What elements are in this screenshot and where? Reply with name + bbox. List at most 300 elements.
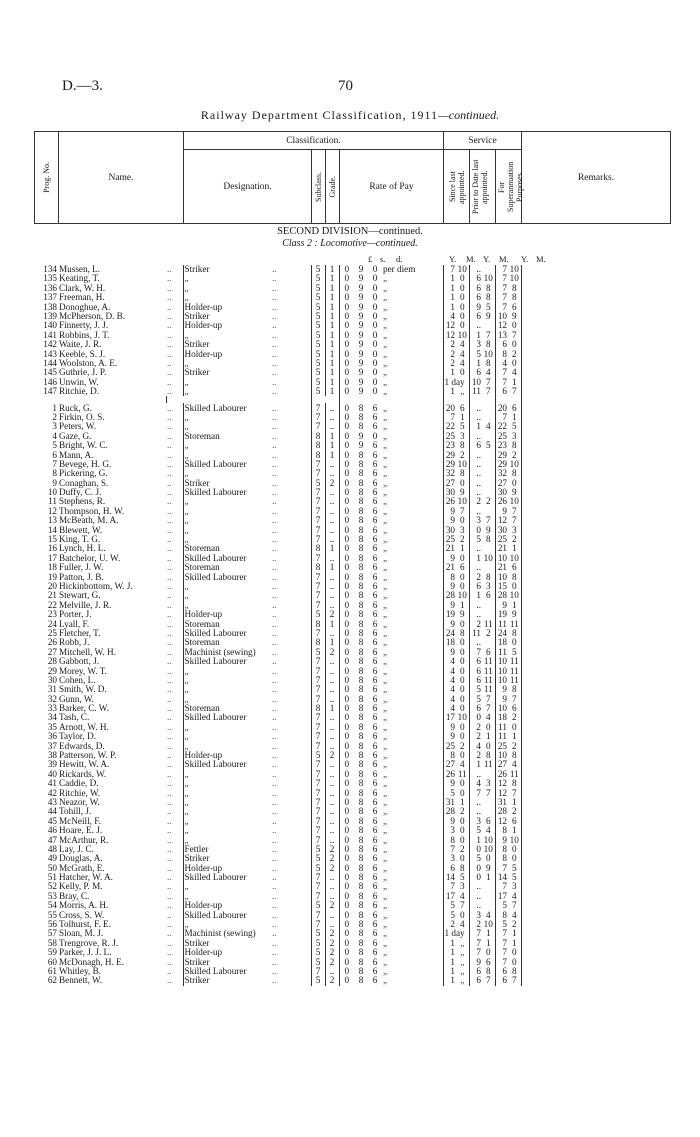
- pay-period: „: [383, 627, 388, 638]
- since-months: 2: [459, 449, 465, 460]
- designation: Holder-up: [183, 303, 271, 312]
- prior-years: ..: [469, 413, 482, 422]
- subclass: 5: [311, 948, 325, 957]
- pay-period: „: [383, 580, 388, 591]
- subclass: 5: [311, 303, 325, 312]
- employee-name: Hewitt, W. A.: [59, 759, 110, 770]
- prior-years: 3: [469, 340, 482, 349]
- pay-pounds: 0: [339, 312, 354, 321]
- prog-no: 58: [47, 937, 57, 948]
- subclass: 5: [311, 751, 325, 760]
- subclass: 5: [311, 976, 325, 985]
- leader-dots: ..: [272, 273, 277, 284]
- table-row: [34, 526, 670, 535]
- leader-dots: ..: [167, 543, 172, 554]
- prior-header: Prior to Date last appointed.: [470, 150, 496, 224]
- leader-dots: ..: [272, 292, 277, 303]
- since-years: 7: [443, 265, 456, 274]
- pay-period: „: [383, 301, 388, 312]
- leader-dots: ..: [272, 505, 277, 516]
- pay-shillings: 8: [358, 637, 364, 648]
- pay-pence: 6: [372, 862, 378, 873]
- leader-dots: ..: [272, 703, 277, 714]
- pay-period: „: [383, 411, 388, 422]
- leader-dots: ..: [167, 487, 172, 498]
- designation: „: [183, 601, 271, 610]
- pay-pence: 6: [372, 966, 378, 976]
- super-months: 2: [511, 712, 517, 723]
- pay-shillings: 8: [358, 806, 364, 817]
- pay-period: „: [383, 590, 388, 601]
- designation: Storeman: [183, 638, 271, 647]
- since-years: 21: [443, 544, 456, 553]
- since-years: 1: [443, 948, 456, 957]
- prog-no: 46: [47, 825, 57, 836]
- leader-dots: ..: [167, 590, 172, 601]
- leader-dots: ..: [272, 721, 277, 732]
- super-months: 1: [511, 543, 517, 554]
- remarks: [521, 422, 670, 431]
- super-years: 10: [495, 573, 508, 582]
- grade: ..: [325, 779, 339, 788]
- grade: 2: [325, 751, 339, 760]
- employee-name: Ritchie, W.: [59, 787, 101, 798]
- employee-name: Taylor, D.: [59, 731, 97, 742]
- pay-shillings: 8: [358, 853, 364, 864]
- subclass: 7: [311, 666, 325, 675]
- since-months: 0: [459, 646, 465, 657]
- prog-no: 21: [47, 590, 57, 601]
- remarks: [521, 873, 670, 882]
- pay-period: „: [383, 684, 388, 695]
- remarks: [521, 704, 670, 713]
- leader-dots: ..: [167, 599, 172, 610]
- super-months: 6: [511, 402, 517, 413]
- super-months: 10: [509, 264, 519, 275]
- since-years: 4: [443, 312, 456, 321]
- leader-dots: ..: [167, 787, 172, 798]
- prior-years: 2: [469, 497, 482, 506]
- since-months: 1: [459, 543, 465, 554]
- employee-name: Hoare, E. J.: [59, 825, 103, 836]
- leader-dots: ..: [272, 975, 277, 986]
- pay-pence: 6: [372, 684, 378, 695]
- leader-dots: ..: [167, 301, 172, 312]
- subclass: 8: [311, 563, 325, 572]
- designation: Storeman: [183, 619, 271, 628]
- prior-months: [482, 892, 495, 901]
- remarks: [521, 554, 670, 563]
- prog-no: 5: [52, 440, 57, 451]
- since-years: 8: [443, 835, 456, 844]
- pay-pounds: 0: [339, 479, 354, 488]
- since-years: 2: [443, 340, 456, 349]
- subclass: 7: [311, 573, 325, 582]
- leader-dots: ..: [272, 609, 277, 620]
- since-months: 8: [459, 440, 465, 451]
- pay-pounds: 0: [339, 835, 354, 844]
- prog-no: 13: [47, 515, 57, 526]
- remarks: [521, 911, 670, 920]
- since-years: 12: [443, 331, 456, 340]
- prog-no: 9: [52, 477, 57, 488]
- employee-name: Hickinbottom, W. J.: [59, 580, 133, 591]
- pay-period: „: [383, 796, 388, 807]
- grade: 1: [325, 303, 339, 312]
- prog-no: 144: [43, 358, 57, 368]
- prior-months: 0: [485, 740, 491, 751]
- designation: Fettler: [183, 845, 271, 854]
- subclass: 5: [311, 321, 325, 330]
- prog-no: 27: [47, 646, 57, 657]
- leader-dots: ..: [272, 712, 277, 723]
- prior-years: 2: [469, 732, 482, 741]
- table-row: [34, 582, 670, 591]
- grade: ..: [325, 798, 339, 807]
- unit-m1: M.: [466, 254, 476, 264]
- since-months: 0: [459, 674, 465, 685]
- prior-years: ..: [469, 321, 482, 330]
- prog-no: 20: [47, 580, 57, 591]
- table-row: [34, 676, 670, 685]
- title-main: Railway Department Classification, 1911: [200, 108, 439, 122]
- table-row: [34, 554, 670, 563]
- employee-name: Caddie, D.: [59, 778, 99, 789]
- subclass: 7: [311, 817, 325, 826]
- leader-dots: ..: [272, 562, 277, 573]
- prior-years: 3: [469, 817, 482, 826]
- prior-months: 0: [485, 721, 491, 732]
- prog-no: 57: [47, 928, 57, 939]
- pay-pounds: 0: [339, 713, 354, 722]
- pay-pounds: 0: [339, 695, 354, 704]
- pay-pounds: 0: [339, 901, 354, 910]
- subclass: 5: [311, 350, 325, 359]
- leader-dots: ..: [272, 956, 277, 967]
- prior-months: 10: [483, 552, 493, 563]
- pay-shillings: 8: [358, 862, 364, 873]
- pay-pence: 6: [372, 515, 378, 526]
- table-row: [34, 695, 670, 704]
- employee-name: Unwin, W.: [59, 376, 99, 387]
- pay-period: „: [383, 834, 388, 845]
- super-years: 13: [495, 331, 508, 340]
- since-months: 2: [459, 806, 465, 817]
- pay-shillings: 8: [358, 411, 364, 422]
- leader-dots: ..: [167, 552, 172, 563]
- since-years: 4: [443, 676, 456, 685]
- super-years: 26: [495, 770, 508, 779]
- pay-pounds: 0: [339, 864, 354, 873]
- prior-years: 7: [469, 939, 482, 948]
- pay-pounds: 0: [339, 742, 354, 751]
- subclass: 7: [311, 591, 325, 600]
- pay-period: „: [383, 468, 388, 479]
- prior-months: 7: [485, 386, 491, 397]
- remarks: [521, 432, 670, 441]
- since-years: 7: [443, 413, 456, 422]
- prior-years: 4: [469, 779, 482, 788]
- pay-pounds: 0: [339, 450, 354, 459]
- prior-years: 6: [469, 704, 482, 713]
- leader-dots: ..: [167, 534, 172, 545]
- table-row: [34, 293, 670, 302]
- prog-no: 142: [43, 339, 57, 350]
- prior-years: 11: [469, 629, 482, 638]
- pay-period: „: [383, 449, 388, 460]
- grade: 2: [325, 901, 339, 910]
- prog-no: 38: [47, 750, 57, 761]
- prog-no: 15: [47, 534, 57, 545]
- pay-shillings: 8: [358, 674, 364, 685]
- super-years: 10: [495, 657, 508, 666]
- remarks: [521, 591, 670, 600]
- subclass: 5: [311, 479, 325, 488]
- super-months: 11: [509, 665, 519, 676]
- designation: „: [183, 387, 271, 396]
- remarks: [521, 582, 670, 591]
- prior-months: [482, 479, 495, 488]
- subclass: 7: [311, 403, 325, 412]
- subclass: 7: [311, 873, 325, 882]
- since-months: 0: [459, 909, 465, 920]
- leader-dots: ..: [167, 562, 172, 573]
- leader-dots: ..: [272, 806, 277, 817]
- pay-pounds: 0: [339, 469, 354, 478]
- grade: ..: [325, 826, 339, 835]
- leader-dots: ..: [272, 449, 277, 460]
- since-months: „: [460, 386, 465, 397]
- pay-shillings: 8: [358, 468, 364, 479]
- table-row: [34, 350, 670, 359]
- employee-name: Stewart, G.: [59, 590, 101, 601]
- prior-months: 5: [485, 301, 491, 312]
- designation: „: [183, 284, 271, 293]
- pay-period: „: [383, 515, 388, 526]
- prior-years: 6: [469, 676, 482, 685]
- since-months: 8: [459, 862, 465, 873]
- grade: ..: [325, 892, 339, 901]
- leader-dots: ..: [167, 862, 172, 873]
- pay-pence: 0: [372, 292, 378, 303]
- table-row: [34, 939, 670, 948]
- super-months: 2: [511, 449, 517, 460]
- pay-period: „: [383, 721, 388, 732]
- prior-months: 6: [485, 646, 491, 657]
- remarks: [521, 488, 670, 497]
- since-months: 2: [459, 740, 465, 751]
- pay-pence: 6: [372, 458, 378, 469]
- super-months: 11: [509, 674, 519, 685]
- leader-dots: ..: [167, 975, 172, 986]
- designation: Skilled Labourer: [183, 911, 271, 920]
- super-years: 21: [495, 563, 508, 572]
- pay-shillings: 8: [358, 515, 364, 526]
- designation: Storeman: [183, 704, 271, 713]
- super-months: 1: [511, 731, 517, 742]
- unit-pounds: £: [368, 254, 373, 264]
- remarks: [521, 544, 670, 553]
- since-years: 25: [443, 742, 456, 751]
- designation: Skilled Labourer: [183, 460, 271, 469]
- grade: 2: [325, 929, 339, 938]
- pay-pounds: 0: [339, 284, 354, 293]
- leader-dots: ..: [167, 834, 172, 845]
- pay-period: „: [383, 440, 388, 451]
- prior-months: 0: [485, 853, 491, 864]
- since-years: 12: [443, 321, 456, 330]
- designation: Skilled Labourer: [183, 554, 271, 563]
- pay-pence: 6: [372, 646, 378, 657]
- since-years: 19: [443, 610, 456, 619]
- leader-dots: ..: [167, 386, 172, 397]
- pay-pence: 6: [372, 815, 378, 826]
- pay-pence: 6: [372, 919, 378, 930]
- leader-dots: ..: [272, 796, 277, 807]
- leader-dots: ..: [167, 468, 172, 479]
- superannuation-header: For Superannuation Purposes.: [496, 150, 522, 224]
- super-months: 8: [511, 571, 517, 582]
- super-months: 0: [511, 843, 517, 854]
- employee-name: Patton, J. B.: [59, 571, 104, 582]
- leader-dots: ..: [272, 778, 277, 789]
- designation: „: [183, 274, 271, 283]
- employee-name: Batchelor, U. W.: [59, 552, 121, 563]
- employee-name: Morey, W. T.: [59, 665, 107, 676]
- pay-period: „: [383, 496, 388, 507]
- grade: ..: [325, 713, 339, 722]
- designation: „: [183, 835, 271, 844]
- prior-years: 1: [469, 835, 482, 844]
- remarks: [521, 619, 670, 628]
- super-years: 10: [495, 666, 508, 675]
- pay-pence: 6: [372, 693, 378, 704]
- pay-pence: 6: [372, 609, 378, 620]
- pay-pence: 6: [372, 637, 378, 648]
- since-years: 17: [443, 713, 456, 722]
- grade: ..: [325, 742, 339, 751]
- prior-years: 4: [469, 742, 482, 751]
- pay-pence: 6: [372, 703, 378, 714]
- subclass: 7: [311, 742, 325, 751]
- table-row: [34, 901, 670, 910]
- since-months: 7: [459, 900, 465, 911]
- super-months: 4: [511, 909, 517, 920]
- pay-period: „: [383, 881, 388, 892]
- prior-years: ..: [469, 460, 482, 469]
- prog-no: 53: [47, 890, 57, 901]
- since-years: 4: [443, 695, 456, 704]
- since-years: 7: [443, 882, 456, 891]
- super-months: 3: [511, 430, 517, 441]
- employee-name: Keating, T.: [59, 273, 100, 284]
- subclass: 7: [311, 657, 325, 666]
- super-months: 0: [511, 320, 517, 331]
- employee-name: Ruck, G.: [59, 402, 92, 413]
- grade: 1: [325, 387, 339, 396]
- grade: 2: [325, 958, 339, 967]
- leader-dots: ..: [272, 740, 277, 751]
- pay-pounds: 0: [339, 460, 354, 469]
- designation: „: [183, 507, 271, 516]
- pay-pounds: 0: [339, 826, 354, 835]
- prior-years: 9: [469, 958, 482, 967]
- pay-pounds: 0: [339, 676, 354, 685]
- grade: 1: [325, 359, 339, 368]
- table-row: [34, 732, 670, 741]
- pay-pence: 6: [372, 853, 378, 864]
- remarks: [521, 526, 670, 535]
- super-months: 9: [511, 487, 517, 498]
- leader-dots: ..: [167, 843, 172, 854]
- remarks: [521, 807, 670, 816]
- leader-dots: ..: [167, 515, 172, 526]
- prog-no: 1: [52, 402, 57, 413]
- prior-years: 3: [469, 516, 482, 525]
- subclass: 7: [311, 760, 325, 769]
- super-years: 18: [495, 638, 508, 647]
- employee-name: Lyall, F.: [59, 618, 90, 629]
- table-row: [34, 619, 670, 628]
- designation: Striker: [183, 976, 271, 985]
- pay-period: „: [383, 543, 388, 554]
- designation: Skilled Labourer: [183, 760, 271, 769]
- leader-dots: ..: [167, 674, 172, 685]
- prior-months: [482, 882, 495, 891]
- table-row: [34, 742, 670, 751]
- grade: ..: [325, 807, 339, 816]
- since-years: 27: [443, 760, 456, 769]
- pay-pounds: 0: [339, 563, 354, 572]
- table-row: [34, 873, 670, 882]
- leader-dots: ..: [167, 609, 172, 620]
- since-months: 4: [459, 339, 465, 350]
- since-years: 4: [443, 666, 456, 675]
- pay-period: „: [383, 524, 388, 535]
- table-row: [34, 948, 670, 957]
- pay-shillings: 9: [358, 440, 364, 451]
- prior-years: 6: [469, 274, 482, 283]
- pay-period: „: [383, 421, 388, 432]
- prior-months: 10: [483, 348, 493, 359]
- prior-months: [482, 403, 495, 412]
- super-months: 10: [509, 273, 519, 284]
- super-years: 17: [495, 892, 508, 901]
- prog-no: 11: [48, 496, 57, 507]
- leader-dots: ..: [167, 684, 172, 695]
- prior-years: 9: [469, 303, 482, 312]
- subclass: 7: [311, 460, 325, 469]
- pay-shillings: 9: [358, 311, 364, 322]
- prog-no: 40: [47, 768, 57, 779]
- pay-period: „: [383, 311, 388, 322]
- prog-no: 33: [47, 703, 57, 714]
- pay-shillings: 8: [358, 684, 364, 695]
- remarks: [521, 882, 670, 891]
- remarks: [521, 303, 670, 312]
- leader-dots: ..: [167, 273, 172, 284]
- leader-dots: ..: [272, 693, 277, 704]
- pay-pence: 6: [372, 900, 378, 911]
- prog-no: 137: [43, 292, 57, 303]
- pay-shillings: 9: [358, 264, 364, 275]
- remarks: [521, 657, 670, 666]
- table-row: [34, 422, 670, 431]
- pay-pence: 6: [372, 750, 378, 761]
- super-years: 22: [495, 422, 508, 431]
- table-row: [34, 284, 670, 293]
- grade: ..: [325, 967, 339, 976]
